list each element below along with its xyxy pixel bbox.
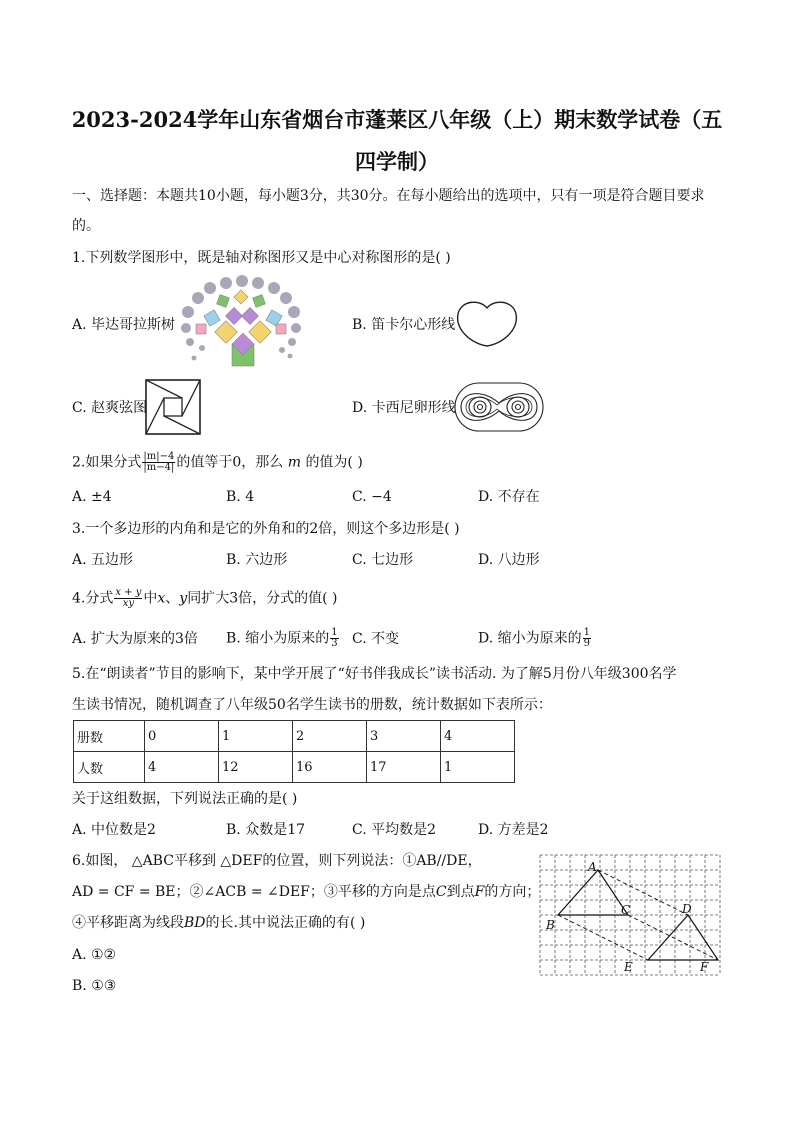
q4-stem-mid: 中 [143,590,158,607]
q4-fraction [114,588,142,609]
q2-numerator: |m|−4 [143,451,175,462]
table-row [74,721,515,752]
q3-option-a[interactable]: A. 五边形 [72,552,134,568]
q2-option-a[interactable]: A. ±4 [72,489,112,505]
q6-line3-pre: ④平移距离为线段 [72,915,184,931]
table-cell: 16 [293,752,367,783]
q4-separator: 、 [165,590,180,607]
table-header-cell: 4 [441,721,515,752]
q1-option-a[interactable]: A. 毕达哥拉斯树 [72,317,176,333]
q4-option-b-fraction [330,628,338,649]
label-a: A [588,860,597,874]
q4-stem-pre: 4.分式 [72,590,114,607]
label-e: E [624,960,633,974]
table-cell: 17 [367,752,441,783]
q6-stem-line2 [72,883,540,901]
table-cell: 4 [145,752,219,783]
q6-point-c: C [435,884,447,900]
q2-fraction [142,452,175,473]
label-b: B [546,918,555,932]
q6-stem-line1: 6.如图， △ABC平移到 △DEF的位置，则下列说法：①AB//DE， [72,853,482,869]
q2-option-c[interactable]: C. −4 [352,489,392,505]
exam-title-line2: 四学制） [355,149,439,174]
q2-variable-m: m [287,454,301,471]
q6-option-b[interactable]: B. ①③ [72,978,117,994]
q4-option-c[interactable]: C. 不变 [352,631,400,647]
q5-stem-line2: 生读书情况，随机调查了八年级50名学生读书的册数，统计数据如下表所示： [72,697,552,713]
q4-stem-post: 同扩大3倍，分式的值( ) [187,590,338,607]
triangle-abc [558,870,631,917]
table-cell: 1 [441,752,515,783]
table-cell: 人数 [74,752,145,783]
q3-option-b[interactable]: B. 六边形 [226,552,288,568]
q6-option-a[interactable]: A. ①② [72,947,117,963]
label-f: F [700,960,709,974]
q4-variable-y: y [179,590,188,607]
triangle-def [648,915,718,960]
segment-cf [628,915,718,960]
exam-title-line1: 2023-2024学年山东省烟台市蓬莱区八年级（上）期末数学试卷（五 [71,107,723,132]
table-header-cell: 3 [367,721,441,752]
q5-option-d[interactable]: D. 方差是2 [478,822,549,838]
q5-question: 关于这组数据，下列说法正确的是( ) [72,791,298,807]
q4-option-d-fraction [583,628,591,649]
q1-option-b[interactable]: B. 笛卡尔心形线 [352,317,456,333]
q2-stem [72,452,363,473]
q4-option-b-num: 1 [331,627,338,638]
q2-denominator: |m−4| [143,462,175,473]
q4-numerator: x + y [115,587,142,598]
section-instructions-line1: 一、选择题：本题共10小题，每小题3分，共30分。在每小题给出的选项中，只有一项是符合题目要求 [72,188,705,204]
translation-grid-figure [538,855,722,977]
table-cell: 12 [219,752,293,783]
q2-option-b[interactable]: B. 4 [226,489,255,505]
q3-stem: 3.一个多边形的内角和是它的外角和的2倍，则这个多边形是( ) [72,521,460,537]
zhao-shuang-figure [144,378,202,436]
q3-option-d[interactable]: D. 八边形 [478,552,540,568]
q4-option-d-den: 9 [583,638,591,649]
q2-stem-post: 的值为( ) [305,454,363,471]
q6-line3-post: 的长.其中说法正确的有( ) [205,915,366,931]
q6-line2-mid: 到点 [446,884,475,900]
q1-stem: 1.下列数学图形中，既是轴对称图形又是中心对称图形的是( ) [72,250,451,266]
q5-option-a[interactable]: A. 中位数是2 [72,822,156,838]
q1-option-c[interactable]: C. 赵爽弦图 [72,400,148,416]
q5-option-c[interactable]: C. 平均数是2 [352,822,437,838]
table-header-cell: 册数 [74,721,145,752]
q4-option-a[interactable]: A. 扩大为原来的3倍 [72,631,198,647]
q4-option-d-text: D. 缩小为原来的 [478,630,582,647]
section-instructions-line2: 的。 [72,218,100,234]
q2-stem-mid: 的值等于0，那么 [176,454,284,471]
q5-option-b[interactable]: B. 众数是17 [226,822,306,838]
q4-variable-x: x [157,590,166,607]
q6-stem-line3 [72,914,365,932]
q5-stem-line1: 5.在“朗读者”节目的影响下，某中学开展了“好书伴我成长”读书活动. 为了解5月份八年级300名学 [72,666,677,682]
cardioid-heart-figure [456,298,518,350]
q2-option-d[interactable]: D. 不存在 [478,489,540,505]
segment-be [558,915,648,960]
table-header-cell: 1 [219,721,293,752]
q1-option-d[interactable]: D. 卡西尼卵形线 [352,400,456,416]
label-c: C [621,903,631,917]
q4-stem [72,588,338,609]
table-header-cell: 2 [293,721,367,752]
pythagoras-tree-figure [178,278,304,370]
q4-option-b[interactable] [226,628,340,649]
q4-option-d-num: 1 [583,627,591,638]
table-row [74,752,515,783]
q6-line2-post: 的方向； [484,884,541,900]
q5-data-table [73,720,515,783]
q6-segment-bd: BD [184,915,206,931]
q6-line2-pre: AD = CF = BE；②∠ACB = ∠DEF；③平移的方向是点 [72,884,436,900]
q4-option-b-den: 3 [331,638,338,649]
cassini-oval-figure [453,381,545,433]
segment-ad [598,870,688,915]
q3-option-c[interactable]: C. 七边形 [352,552,414,568]
q4-denominator: xy [122,598,135,609]
q2-stem-pre: 2.如果分式 [72,454,142,471]
label-d: D [682,902,692,916]
q4-option-d[interactable] [478,628,592,649]
table-header-cell: 0 [145,721,219,752]
q4-option-b-text: B. 缩小为原来的 [226,630,330,647]
q6-point-f: F [474,884,485,900]
